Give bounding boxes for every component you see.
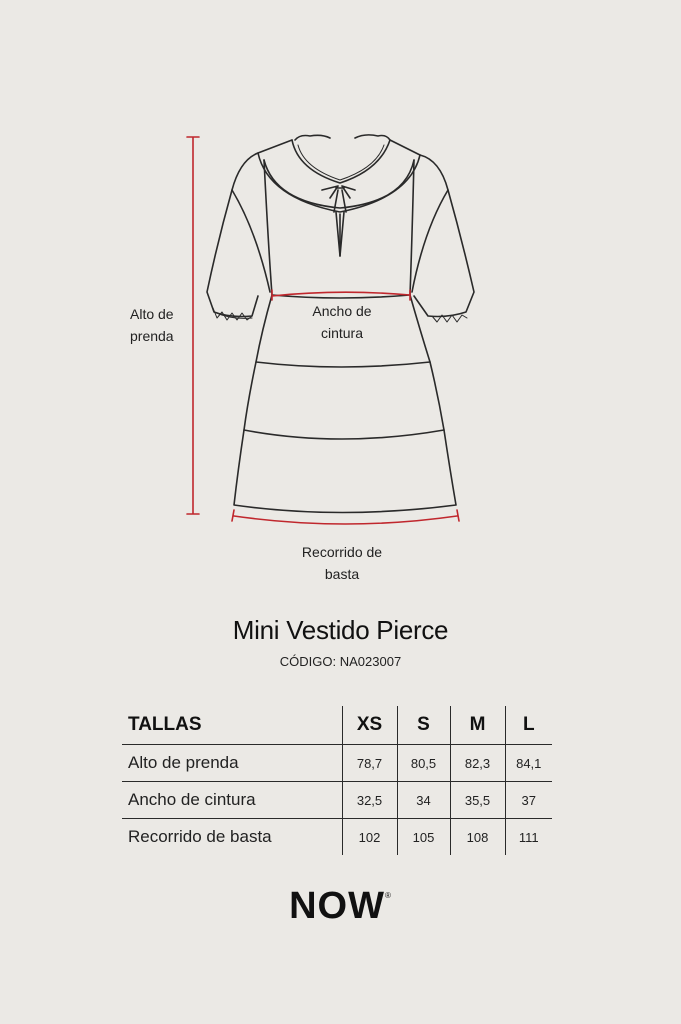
table-row <box>122 819 552 856</box>
right-sleeve <box>414 155 474 317</box>
cell-value: 82,3 <box>450 745 505 782</box>
label-recorrido-de-basta: Recorrido de basta <box>301 544 383 582</box>
size-table-header <box>122 706 552 745</box>
neck-tie <box>322 186 355 256</box>
cell-value: 37 <box>505 782 552 819</box>
cell-value: 111 <box>505 819 552 856</box>
row-label: Ancho de cintura <box>122 782 342 819</box>
cell-value: 78,7 <box>342 745 397 782</box>
product-title: Mini Vestido Pierce <box>232 615 449 645</box>
yoke-inner <box>264 160 414 208</box>
registered-mark: ® <box>384 891 392 900</box>
skirt-tier-1 <box>256 362 430 367</box>
size-table <box>122 706 552 855</box>
cell-value: 34 <box>397 782 450 819</box>
label-alto-de-prenda: Alto de prenda <box>130 306 174 344</box>
cell-value: 105 <box>397 819 450 856</box>
cell-value: 80,5 <box>397 745 450 782</box>
skirt-tier-2 <box>244 430 444 439</box>
table-row <box>122 782 552 819</box>
cell-value: 84,1 <box>505 745 552 782</box>
header-size-s: S <box>397 706 450 745</box>
left-sleeve <box>207 153 258 317</box>
cell-value: 102 <box>342 819 397 856</box>
row-label: Alto de prenda <box>122 745 342 782</box>
neckline <box>292 140 390 183</box>
brand-name: NOW <box>289 885 385 927</box>
waist-seam <box>272 295 410 298</box>
table-row <box>122 745 552 782</box>
product-code: CÓDIGO: NA023007 <box>279 654 402 669</box>
cell-value: 108 <box>450 819 505 856</box>
header-tallas: TALLAS <box>122 706 342 745</box>
header-size-xs: XS <box>342 706 397 745</box>
header-size-m: M <box>450 706 505 745</box>
header-size-l: L <box>505 706 552 745</box>
brand-logo <box>0 885 681 928</box>
cell-value: 32,5 <box>342 782 397 819</box>
row-label: Recorrido de basta <box>128 827 272 846</box>
collar-ruffle <box>295 135 390 140</box>
label-ancho-de-cintura: Ancho de cintura <box>312 303 372 341</box>
cell-value: 35,5 <box>450 782 505 819</box>
